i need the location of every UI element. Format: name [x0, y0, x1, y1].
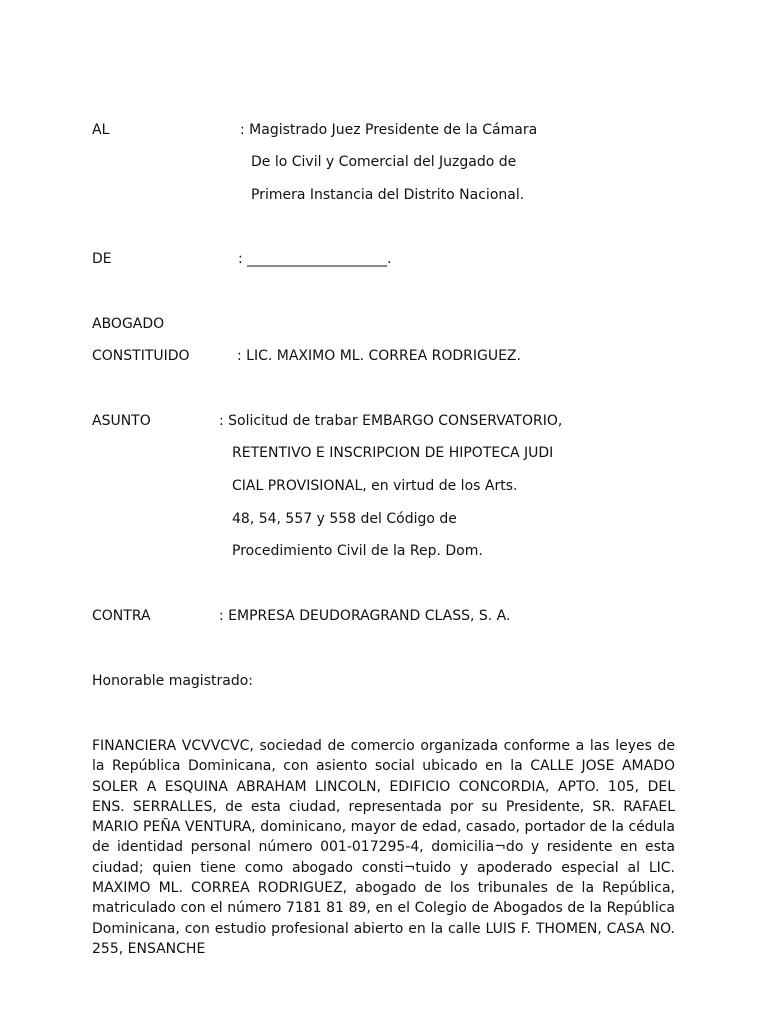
salutation: Honorable magistrado: [92, 673, 253, 689]
de-value: : ____________________. [238, 251, 392, 267]
constituido-label: CONSTITUIDO [92, 348, 190, 364]
asunto-line-1: : Solicitud de trabar EMBARGO CONSERVATORIO, [219, 413, 563, 429]
asunto-line-3: CIAL PROVISIONAL, en virtud de los Arts. [232, 478, 518, 494]
contra-value: : EMPRESA DEUDORAGRAND CLASS, S. A. [219, 608, 511, 624]
asunto-label: ASUNTO [92, 413, 151, 429]
abogado-label: ABOGADO [92, 316, 165, 332]
al-line-2: De lo Civil y Comercial del Juzgado de [251, 154, 517, 170]
contra-label: CONTRA [92, 608, 151, 624]
abogado-value: : LIC. MAXIMO ML. CORREA RODRIGUEZ. [237, 348, 521, 364]
asunto-line-2: RETENTIVO E INSCRIPCION DE HIPOTECA JUDI [232, 445, 554, 461]
al-line-1: : Magistrado Juez Presidente de la Cámara [240, 122, 538, 138]
asunto-line-5: Procedimiento Civil de la Rep. Dom. [232, 543, 483, 559]
body-paragraph: FINANCIERA VCVVCVC, sociedad de comercio organizada conforme a las leyes de la República Dominicana, con asiento social ubicado en la CALLE JOSE AMADO SOLER A ESQUINA ABRAHAM LINCOLN, EDIFICIO CONCORDIA, APTO. 105, DEL ENS. SERRALLES, de esta ciudad, representada por su Presidente, SR. RAFAEL MARIO PEÑA VENTURA, dominicano, mayor de edad, casado, portador de la cédula de identidad personal número 001-017295-4, domicilia¬do y residente en esta ciudad; quien tiene como abogado consti¬tuido y apoderado especial al LIC. MAXIMO ML. CORREA RODRIGUEZ, abogado de los tribunales de la República, matriculado con el número 7181 81 89, en el Colegio de Abogados de la República Dominicana, con estudio profesional abierto en la calle LUIS F. THOMEN, CASA NO. 255, ENSANCHE [92, 738, 675, 957]
al-line-3: Primera Instancia del Distrito Nacional. [251, 187, 525, 203]
de-label: DE [92, 251, 112, 267]
asunto-line-4: 48, 54, 557 y 558 del Código de [232, 511, 457, 527]
al-label: AL [92, 122, 110, 138]
